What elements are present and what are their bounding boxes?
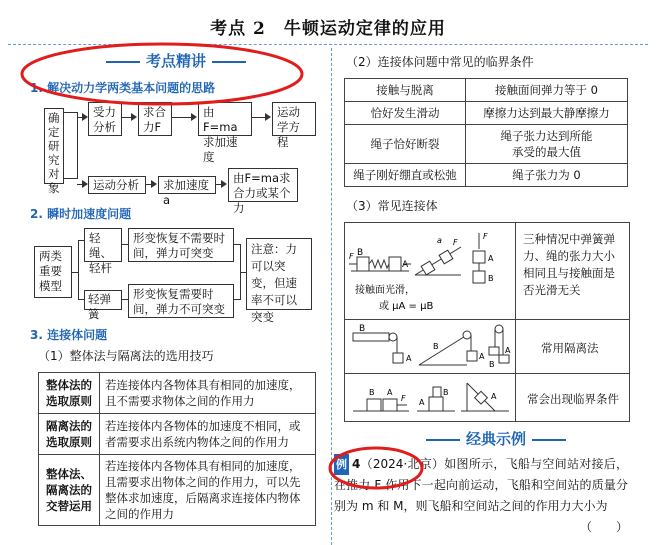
svg-text:F: F <box>401 394 406 403</box>
flow1-accel-from-fma: 由F=ma求加速度 <box>198 102 252 136</box>
table-cell-key: 绳子恰好断裂 <box>345 125 466 164</box>
flow1-motion-analysis: 运动分析 <box>88 176 146 194</box>
flow1-force-analysis: 受力分析 <box>88 102 122 136</box>
table-cell-key: 接触与脱离 <box>345 79 466 102</box>
svg-text:B: B <box>369 388 375 397</box>
flow1-root: 确定研究对象 <box>44 108 64 184</box>
flow1-net-force: 求合力F <box>138 102 172 136</box>
svg-text:A: A <box>402 260 409 270</box>
svg-text:a: a <box>437 236 442 245</box>
page-title: 考点 2 牛顿运动定律的应用 <box>210 19 446 39</box>
table-cell-key: 整体法、隔离法的交替运用 <box>39 455 100 526</box>
flow2-rope-rod: 轻绳、轻杆 <box>84 228 122 262</box>
flow2-spring: 轻弹簧 <box>84 290 122 310</box>
svg-text:B: B <box>489 360 495 369</box>
svg-text:B: B <box>433 342 439 351</box>
svg-text:A: A <box>419 398 425 407</box>
friction-caption: 或 μA = μB <box>379 301 434 312</box>
svg-text:A: A <box>488 254 494 263</box>
svg-text:B: B <box>488 274 494 283</box>
svg-text:F: F <box>349 252 354 261</box>
row1-note: 三种情况中弹簧弹力、绳的张力大小相同且与接触面是否光滑无关 <box>523 232 615 297</box>
subsection3: （3）常见连接体 <box>346 199 438 213</box>
example-tag: 例 <box>334 454 349 475</box>
table-cell-value: 接触面间弹力等于 0 <box>466 79 628 102</box>
example-banner: 经典示例 <box>420 428 572 449</box>
table-cell-value: 若连接体内各物体的加速度不相同，或者需要求出系统内物体之间的作用力 <box>100 414 316 455</box>
flow2-root: 两类重要模型 <box>34 246 72 298</box>
spring-caption: 接触面光滑， <box>355 285 415 296</box>
table-cell-key: 隔离法的选取原则 <box>39 414 100 455</box>
table-cell-value: 摩擦力达到最大静摩擦力 <box>466 102 628 125</box>
svg-text:B: B <box>357 248 364 258</box>
flow2-note: 注意：力可以突变，但速率不可以突变 <box>246 238 312 310</box>
svg-text:F: F <box>453 238 458 247</box>
flow1-force-from-fma: 由F=ma求合力或某个力 <box>228 168 298 202</box>
section3-heading: 3. 连接体问题 <box>30 328 108 342</box>
subsection1: （1）整体法与隔离法的选用技巧 <box>38 349 214 363</box>
row3-note: 常会出现临界条件 <box>527 392 619 406</box>
svg-text:F: F <box>483 232 488 241</box>
table-cell-key: 恰好发生滑动 <box>345 102 466 125</box>
flow1-kinematics: 运动学方程 <box>272 102 316 136</box>
table-cell-key: 绳子刚好绷直或松弛 <box>345 164 466 187</box>
svg-text:B: B <box>443 388 449 397</box>
table-cell-key: 整体法的选取原则 <box>39 373 100 414</box>
answer-bracket: （ ） <box>579 520 628 534</box>
example-text: （2024·北京）如图所示，飞船与空间站对接后，在推力 F 作用下一起向前运动，飞船和空间站的质量分别为 m 和 M，则飞船和空间站之间的作用力大小为 <box>334 457 628 513</box>
svg-text:A: A <box>406 354 412 363</box>
flow2-spring-desc: 形变恢复需要时间，弹力不可突变 <box>128 284 234 318</box>
example-number: 4 <box>352 457 361 471</box>
table-cell-value: 若连接体内各物体具有相同的加速度，且不需要求物体之间的作用力 <box>100 373 316 414</box>
section2-heading: 2. 瞬时加速度问题 <box>30 207 132 221</box>
section1-heading: 1. 解决动力学两类基本问题的思路 <box>30 81 216 95</box>
left-banner: 考点精讲 <box>100 50 252 71</box>
svg-text:A: A <box>387 388 393 397</box>
flow2-rope-desc: 形变恢复不需要时间，弹力可突变 <box>128 228 234 262</box>
svg-text:A: A <box>491 392 497 401</box>
svg-text:B: B <box>359 324 366 334</box>
svg-text:A: A <box>505 346 511 355</box>
table-cell-value: 若连接体内各物体具有相同的加速度，且需要求出物体之间的作用力，可以先整体求加速度，后隔离求连接体内物体之间的作用力 <box>100 455 316 526</box>
table-cell-value: 绳子张力达到所能承受的最大值 <box>466 125 628 164</box>
flow1-find-accel: 求加速度a <box>158 176 216 194</box>
svg-text:A: A <box>479 352 485 361</box>
table-cell-value: 绳子张力为 0 <box>466 164 628 187</box>
row2-note: 常用隔离法 <box>541 341 599 355</box>
subsection2: （2）连接体问题中常见的临界条件 <box>346 55 534 69</box>
